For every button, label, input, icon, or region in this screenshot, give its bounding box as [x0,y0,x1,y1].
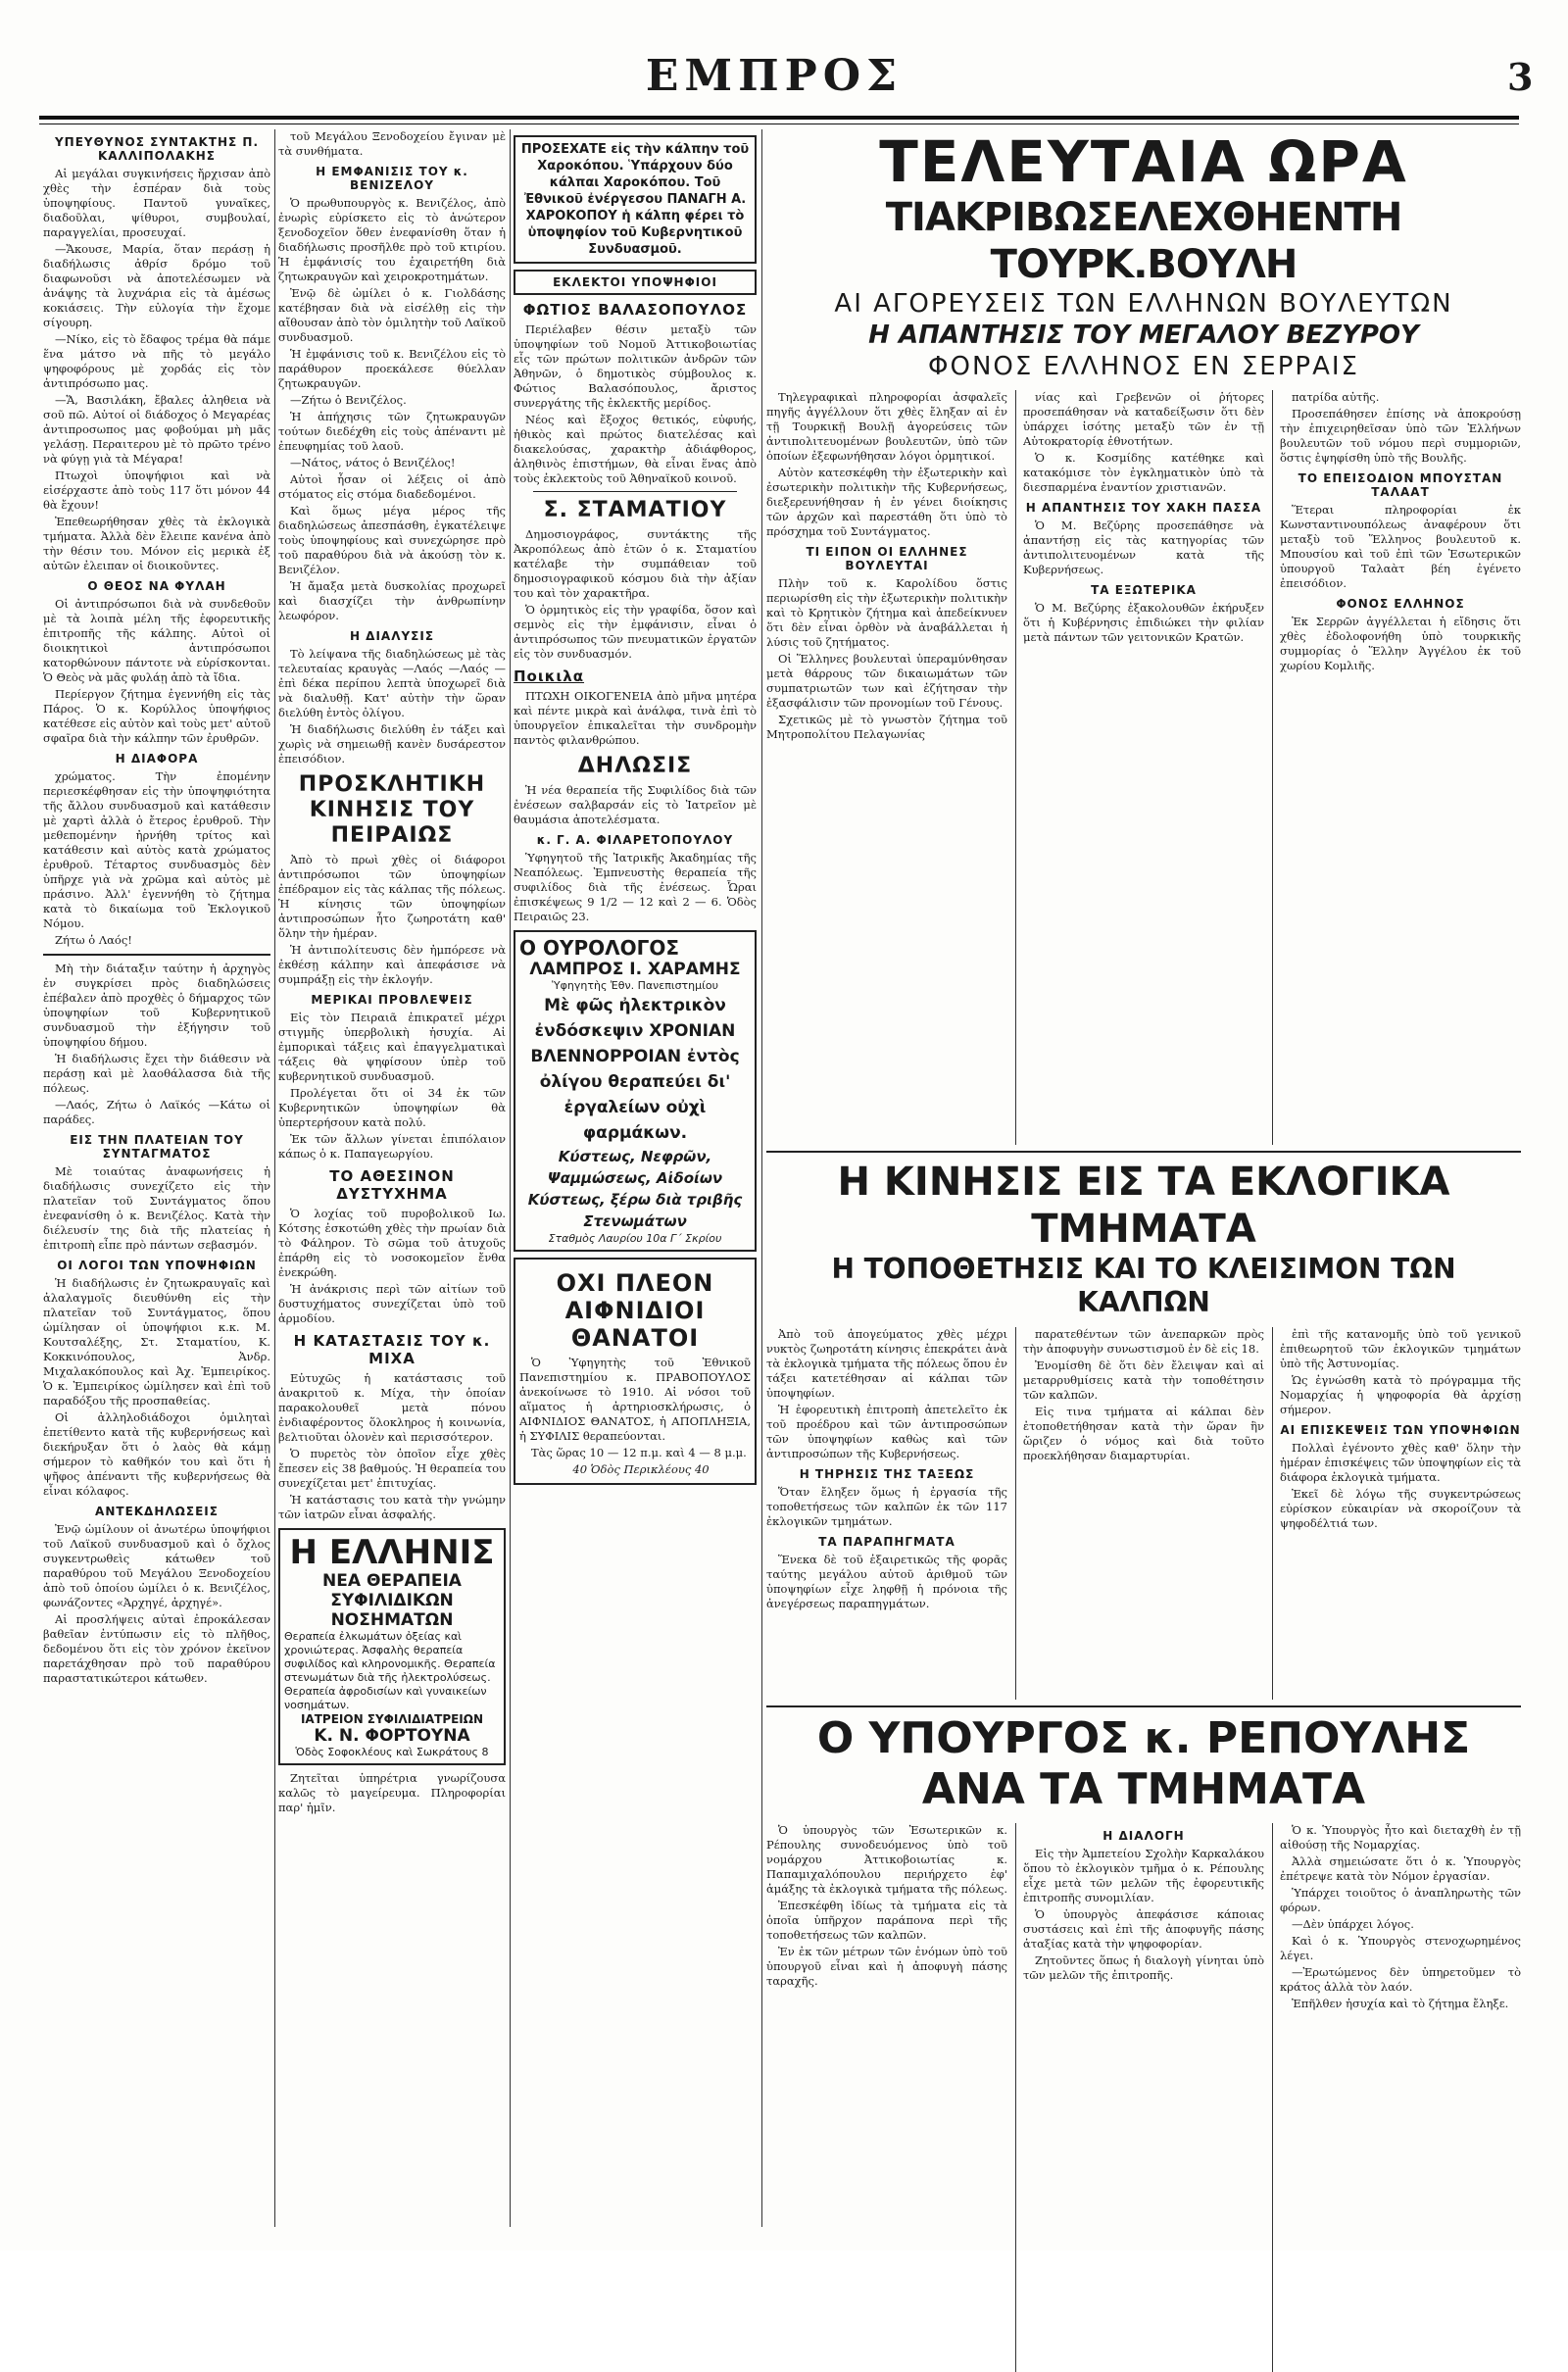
paragraph: —Δὲν ὑπάρχει λόγος. [1292,1917,1414,1931]
paragraph: Αὐτὸν κατεσκέφθη τὴν ἐξωτερικὴν καὶ ἐσωτερικὴν πολιτικὴν τῆς Κυβερνήσεως, διεξερευνήθησαν ἡ ἐν γένει διοίκησις τῶν ἀρχῶν καὶ παρεστάθη ὅτι ὑπὸ τὸ πρόσχημα τοῦ Συντάγματος. [766,466,1007,538]
article-column [1023,1327,1264,1700]
article-column [766,1327,1007,1700]
paragraph: Εἰς τὴν Ἀμπετείου Σχολὴν Καρκαλάκου ὅπου τὸ ἐκλογικὸν τμῆμα ὁ κ. Ρέπουλης εἶχε μετὰ τῶν μελῶν τῆς ἐφορευτικῆς ἐπιτροπῆς συνομιλίαν. [1023,1847,1264,1904]
paragraph: Ἡ κατάστασις του κατὰ τὴν γνώμην τῶν ἰατρῶν εἶναι ἀσφαλής. [278,1493,506,1521]
paragraph: Τὸ λείψανα τῆς διαδηλώσεως μὲ τὰς τελευταίας κραυγὰς —Λαός —Λαός —ἐπὶ δέκα περίπου λεπτὰ ὑποχωρεῖ διὰ νὰ διαλυθῇ. Κατ' αὐτὴν τὴν ὥραν διελύθη ἐντὸς ὀλίγου. [278,647,506,719]
paragraph: Ἀλλὰ σημειώσατε ὅτι ὁ κ. Ὑπουργὸς ἐπέτρεψε κατὰ τὸν Νόμον ἐργασίαν. [1280,1854,1521,1883]
paragraph: Μὴ τὴν διάταξιν ταύτην ἡ ἀρχηγὸς ἐν συγκρίσει πρὸς διαδηλώσεις ἐπέβαλεν ἀπὸ προχθὲς ὁ δήμαρχος τῶν ὑποψηφίων τοῦ Κυβερνητικοῦ συνδυασμοῦ τὴν ἐξήγησιν τοῦ ὑποψηφίου δήμου. [43,962,270,1049]
newspaper-title: ΕΜΠΡΟΣ [645,51,904,101]
paragraph: Οἱ ἀλληλοδιάδοχοι ὁμιληταὶ ἐπετίθεντο κατὰ τῆς κυβερνήσεως καὶ διεκήρυξαν ὅτι ὁ λαὸς θὰ κάμῃ σήμερον τὸ καθῆκόν του καὶ ὅτι ἡ ψῆφος ἀπέναντι τῆς κυβερνήσεως θὰ εἶναι κόλαφος. [43,1410,270,1498]
ad-text: Θεραπεία ἐλκωμάτων ὀξείας καὶ χρονιώτερας. Ἀσφαλὴς θεραπεία συφιλίδος καὶ κληρονομικῆς. Θεραπεία στενωμάτων διὰ τῆς ἠλεκτρολύσεως. Θεραπεία ἀφροδισίων καὶ γυναικείων νοσημάτων. [284,1630,496,1711]
subheadline-ballot-boxes: Η ΤΟΠΟΘΕΤΗΣΙΣ ΚΑΙ ΤΟ ΚΛΕΙΣΙΜΟΝ ΤΩΝ ΚΑΛΠΩΝ [831,1253,1456,1318]
paragraph: χρώματος. Τὴν ἐπομένην περιεσκέφθησαν εἰς τὴν ὑποψηφιότητα τῆς ἄλλου συνδυασμοῦ καὶ κατάθεσιν μὲ χαρτὶ ἀλλὰ ὁ ἔτερος ἐρυθροῦ. Τὴν μεθεπομένην ἠρνήθη τρίτος καὶ κατάθεσιν καὶ αὐτὸς κατὰ χρώματος ἐρυθροῦ. Τέταρτος συνδυασμὸς δὲν ὑπῆρχε γιὰ νὰ χρῶμα καὶ αὐτὸς μὲ πράσινο. Ἀλλ' ἐγεννήθη τὸ ζήτημα κατὰ τὸ δικαίωμα τοῦ Ἐκλογικοῦ Νόμου. [43,769,270,930]
paragraph: Ὑπάρχει τοιοῦτος ὁ ἀναπληρωτὴς τῶν φόρων. [1280,1886,1521,1914]
paragraph: Εὐτυχῶς ἡ κατάστασις τοῦ ἀνακριτοῦ κ. Μίχα, τὴν ὁποίαν παρακολουθεῖ μετὰ πόνου ἐνδιαφέροντος ὅλοκληρος ἡ κοινωνία, βελτιοῦται ὁλονὲν καὶ περισσότερον. [278,1371,506,1444]
ad-text: Κύστεως, Νεφρῶν, Ψαμμώσεως, Αἰδοίων Κύστεως, ξέρω διὰ τριβῆς Στενωμάτων [527,1148,743,1230]
paragraph: —Ζήτω ὁ Βενιζέλος. [290,393,407,407]
column-divider [1272,390,1273,1145]
paragraph: Ὁ πρωθυπουργὸς κ. Βενιζέλος, ἀπὸ ἐνωρὶς εὑρίσκετο εἰς τὸ ἀνώτερον ξενοδοχεῖον ὅθεν ἐνεφανίσθη ὅταν ἡ διαδήλωσις προσῆλθε πρὸ τοῦ κτιρίου. Ἡ ἐμφάνισίς του ἐχαιρετήθη διὰ ζητωκραυγῶν καὶ χειροκροτημάτων. [278,196,506,283]
section-heading: Η ΔΙΑΛΟΓΗ [1102,1829,1185,1843]
paragraph: Ἐνῷ ὡμίλουν οἱ ἀνωτέρω ὑποψήφιοι τοῦ Λαϊκοῦ συνδυασμοῦ καὶ ὁ ὄχλος συγκεντρωθεὶς κάτωθεν τοῦ παραθύρου τοῦ Μεγάλου Ξενοδοχείου ἀπὸ τοῦ ὁποίου ὡμίλει ὁ κ. Βενιζέλος, φωνάζοντες «Ἀρχηγέ, ἀρχηγέ». [43,1522,270,1609]
paragraph: Ἡ ἄμαξα μετὰ δυσκολίας προχωρεῖ καὶ διασχίζει τὴν ἀνθρωπίνην λεωφόρον. [278,579,506,622]
ad-doctor: Κ. Ν. ΦΟΡΤΟΥΝΑ [314,1726,470,1746]
paragraph: ΠΤΩΧΗ ΟΙΚΟΓΕΝΕΙΑ ἀπὸ μῆνα μητέρα καὶ πέντε μικρὰ καὶ ἀνάλφα, τινὰ ἐπὶ τὸ ὑπουργεῖον ἐπικαλεῖται τὴν συνδρομὴν παντὸς φιλανθρώπου. [514,689,757,747]
editor-heading: ΥΠΕΥΘΥΝΟΣ ΣΥΝΤΑΚΤΗΣ Π. ΚΑΛΛΙΠΟΛΑΚΗΣ [54,135,260,163]
paragraph: —Ἐρωτώμενος δὲν ὑπηρετοῦμεν τὸ κράτος ἀλλὰ τὸν λαόν. [1280,1965,1521,1994]
paragraph: —Νάτος, νάτος ὁ Βενιζέλος! [290,456,456,469]
paragraph: Νέος καὶ ἔξοχος θετικός, εὐφυής, ἠθικὸς καὶ πρώτος διατελέσας καὶ διακελούσας, χαρακτὴρ ἀδιάφθορος, ἀληθινὸς ἐπιστήμων, θὰ εἶναι ἕνας ἀπὸ τοὺς ἐκλεκτοὺς τοῦ Ἀθηναϊκοῦ κοινοῦ. [514,413,757,485]
candidate-name: ΦΩΤΙΟΣ ΒΑΛΑΣΟΠΟΥΛΟΣ [522,301,748,319]
section-heading: Ο ΘΕΟΣ ΝΑ ΦΥΛΑΗ [87,579,226,593]
paragraph: Ὑφηγητοῦ τῆς Ἰατρικῆς Ἀκαδημίας τῆς Νεαπόλεως. Ἐμπνευστὴς θεραπεία τῆς συφιλίδος διὰ τῆς ἐνέσεως. Ὧραι ἐπισκέψεως 9 1/2 — 12 καὶ 2 — 6. Ὁδὸς Πειραιῶς 23. [514,851,757,923]
masthead-rule [39,116,1519,120]
section-heading-large: ΔΗΛΩΣΙΣ [577,754,693,778]
paragraph: Μὲ τοιαύτας ἀναφωνήσεις ἡ διαδήλωσις συνεχίζετο εἰς τὴν πλατεῖαν τοῦ Συντάγματος ὅπου ἐνεφανίσθη ὁ κ. Βενιζέλος. Κατὰ τὴν διέλευσίν της διὰ τῆς πλατείας ἡ ἐπιτροπὴ εἶπε πρὸ πάντων σεβασμόν. [43,1164,270,1252]
article-column [1023,1823,1264,2372]
subheadline: ΦΟΝΟΣ ΕΛΛΗΝΟΣ ΕΝ ΣΕΡΡΑΙΣ [928,352,1359,381]
article-column [1023,390,1264,1145]
paragraph: Ἐκ Σερρῶν ἀγγέλλεται ἡ εἴδησις ὅτι χθὲς ἐδολοφονήθη ὑπὸ τουρκικῆς συμμορίας ὁ Ἕλλην Ἀγγέλου ἐκ τοῦ χωρίου Κομλιῆς. [1280,615,1521,672]
paragraph: Εἰς τινα τμήματα αἱ κάλπαι δὲν ἐτοποθετήθησαν κατὰ τὴν ὥραν ἣν ὥριζεν ὁ νόμος καὶ διὰ τοῦτο προεκλήθησαν διαμαρτυρίαι. [1023,1405,1264,1462]
doctor-name: κ. Γ. Α. ΦΙΛΑΡΕΤΟΠΟΥΛΟΥ [536,833,734,847]
paragraph: Αὐτοὶ ἦσαν οἱ λέξεις οἱ ἀπὸ στόματος εἰς στόμα διαδεδομένοι. [278,472,506,501]
ad-doctor: ΛΑΜΠΡΟΣ Ι. ΧΑΡΑΜΗΣ [529,960,741,979]
section-heading: ΤΟ ΕΠΕΙΣΟΔΙΟΝ ΜΠΟΥΣΤΑΝ ΤΑΛΑΑΤ [1298,471,1503,499]
section-heading: Η ΤΗΡΗΣΙΣ ΤΗΣ ΤΑΞΕΩΣ [799,1467,975,1481]
advertisement-urologist [514,930,757,1252]
divider [766,1151,1521,1153]
advertisement-sudden-death [514,1258,757,1485]
section-heading: ΕΚΛΕΚΤΟΙ ΥΠΟΨΗΦΙΟΙ [514,270,757,295]
paragraph: Ὁ πυρετὸς τὸν ὁποῖον εἶχε χθὲς ἔπεσεν εἰς 38 βαθμούς. Ἡ θεραπεία του συνεχίζεται μετ' ἐπιτυχίας. [278,1447,506,1490]
article-columns [766,390,1521,1145]
paragraph: Σχετικῶς μὲ τὸ γνωστὸν ζήτημα τοῦ Μητροπολίτου Πελαγωνίας [766,713,1007,741]
section-heading: ΜΕΡΙΚΑΙ ΠΡΟΒΛΕΨΕΙΣ [311,993,473,1007]
article-columns [766,1327,1521,1700]
paragraph: Ἕτεραι πληροφορίαι ἐκ Κωνσταντινουπόλεως ἀναφέρουν ὅτι μεταξὺ τοῦ Ἕλληνος βουλευτοῦ κ. Μπουσίου καὶ τοῦ ἐπὶ τῶν Ἐσωτερικῶν ὑπουργοῦ Ταλαὰτ βέη ἐγένετο ἐπεισόδιον. [1280,503,1521,590]
paragraph: Ὁ Ὑφηγητὴς τοῦ Ἐθνικοῦ Πανεπιστημίου κ. ΠΡΑΒΟΠΟΥΛΟΣ ἀνεκοίνωσε τὸ 1910. Αἱ νόσοι τοῦ αἵματος ἡ ἀρτηριοσκλήρωσις, ὁ ΑΙΦΝΙΔΙΟΣ ΘΑΝΑΤΟΣ, ἡ ΑΠΟΠΛΗΞΙΑ, ἡ ΣΥΦΙΛΙΣ θεραπεύονται. [519,1356,751,1443]
paragraph: Πολλαὶ ἐγένοντο χθὲς καθ' ὅλην τὴν ἡμέραν ἐπισκέψεις τῶν ὑποψηφίων εἰς τὰ διάφορα ἐκλογικὰ τμήματα. [1280,1441,1521,1484]
section-heading: Η ΕΜΦΑΝΙΣΙΣ ΤΟΥ κ. ΒΕΝΙΖΕΛΟΥ [316,165,468,192]
paragraph: Ἡ ἐφορευτικὴ ἐπιτροπὴ ἀπετελεῖτο ἐκ τοῦ προέδρου καὶ τῶν ἀντιπροσώπων τῶν ὑποψηφίων καθὼς καὶ τῶν ἀντιπροσώπων τῆς Κυβερνήσεως. [766,1403,1007,1460]
paragraph: Ἐπῆλθεν ἡσυχία καὶ τὸ ζήτημα ἔληξε. [1292,1997,1509,2010]
paragraph: Περίεργον ζήτημα ἐγεννήθη εἰς τὰς Πάρος. Ὁ κ. Κορύλλος ὑποψήφιος κατέθεσε εἰς αὐτὸν καὶ τοὺς μετ' αὐτοῦ σφαῖρα διὰ τὴν κάλπην τῶν ἐρυθρῶν. [43,687,270,745]
notice-box: ΠΡΟΣΕΧΑΤΕ εἰς τὴν κάλπην τοῦ Χαροκόπου. Ὑπάρχουν δύο κάλπαι Χαροκόπου. Τοῦ Ἐθνικοῦ ἐνέργεσου ΠΑΝΑΓΗ Α. ΧΑΡΟΚΟΠΟΥ ἡ κάλπη φέρει τὸ ὑποψηφίον τοῦ Κυβερνητικοῦ Συνδυασμοῦ. [514,135,757,264]
article-column [766,1823,1007,2372]
paragraph: Ἡ ἀντιπολίτευσις δὲν ἠμπόρεσε νὰ ἐκθέσῃ κάλπην καὶ ἀπεφάσισε νὰ συμπράξῃ εἰς τὴν ἐκλογήν. [278,943,506,986]
paragraph: Καὶ ὅμως μέγα μέρος τῆς διαδηλώσεως ἀπεσπάσθη, ἐγκατέλειψε τοὺς ὑποψηφίους καὶ συνεχώρησε πρὸ τοῦ παραθύρου διὰ νὰ ἀκούσῃ τὸν κ. Βενιζέλον. [278,504,506,576]
paragraph: Ὡς ἐγνώσθη κατὰ τὸ πρόγραμμα τῆς Νομαρχίας ἡ ψηφοφορία θὰ ἀρχίσῃ σήμερον. [1280,1373,1521,1416]
column-1 [43,129,270,2227]
section-heading: Η ΚΑΤΑΣΤΑΣΙΣ ΤΟΥ κ. ΜΙΧΑ [293,1332,491,1367]
section-heading: ΤΑ ΠΑΡΑΠΗΓΜΑΤΑ [818,1535,956,1549]
paragraph: Ὁ κ. Ὑπουργὸς ἦτο καὶ διεταχθὴ ἐν τῇ αἰθούσῃ τῆς Νομαρχίας. [1280,1823,1521,1852]
paragraph: Οἱ Ἕλληνες βουλευταὶ ὑπεραμύνθησαν μετὰ θάρρους τῶν δικαιωμάτων τῶν συμπατριωτῶν των καὶ ἐζήτησαν τὴν ἐξασφάλισιν τῶν προνομίων τοῦ Γένους. [766,652,1007,710]
section-heading: ΟΙ ΛΟΓΟΙ ΤΩΝ ΥΠΟΨΗΦΙΩΝ [57,1259,257,1272]
paragraph: Ἐνῷ δὲ ὡμίλει ὁ κ. Γιολδάσης κατέβησαν διὰ νὰ εἰσέλθῃ εἰς τὴν αἴθουσαν ἀπὸ τὸν ὁμιλητὴν τοῦ Λαϊκοῦ συνδυασμοῦ. [278,286,506,344]
paragraph: ἐπὶ τῆς κατανομῆς ὑπὸ τοῦ γενικοῦ ἐπιθεωρητοῦ τῶν ἐκλογικῶν τμημάτων ὑπὸ τῆς Ἀστυνομίας. [1280,1327,1521,1370]
paragraph: Δημοσιογράφος, συντάκτης τῆς Ἀκροπόλεως ἀπὸ ἐτῶν ὁ κ. Σταματίου κατέλαβε τὴν συμπάθειαν τοῦ δημοσιογραφικοῦ κόσμου διὰ τὴν ἀξίαν του καὶ τὸν χαρακτῆρα. [514,527,757,600]
paragraph: Καὶ ὁ κ. Ὑπουργὸς στενοχωρημένος λέγει. [1280,1934,1521,1962]
paragraph: νίας καὶ Γρεβενῶν οἱ ῥήτορες προσεπάθησαν νὰ καταδείξωσιν ὅτι δὲν ὑπάρχει ἰσότης μεταξὺ τῶν ἐν τῇ Αὐτοκρατορίᾳ ἐθνοτήτων. [1023,390,1264,448]
paragraph: Ὁ ὑπουργὸς τῶν Ἐσωτερικῶν κ. Ρέπουλης συνοδευόμενος ὑπὸ τοῦ νομάρχου Ἀττικοβοιωτίας κ. Παπαμιχαλόπουλου περιήρχετο ἐφ' ἁμάξης τὰ ἐκλογικὰ τμήματα τῆς πόλεως. [766,1823,1007,1896]
subheadline: ΑΙ ΑΓΟΡΕΥΣΕΙΣ ΤΩΝ ΕΛΛΗΝΩΝ ΒΟΥΛΕΥΤΩΝ [834,289,1453,319]
section-heading: ΤΟ ΑΘΕΣΙΝΟΝ ΔΥΣΤΥΧΗΜΑ [329,1167,455,1203]
paragraph: Ἐπεθεωρήθησαν χθὲς τὰ ἐκλογικὰ τμήματα. Ἀλλὰ δὲν ἔλειπε κανένα ἀπὸ τὴν θέσιν του. Μόνον εἰς μερικὰ ἐξ αὐτῶν ἐλειπαν οἱ διοικοῦντες. [43,515,270,572]
paragraph: τοῦ Μεγάλου Ξενοδοχείου ἔγιναν μὲ τὰ συνθήματα. [278,129,506,158]
paragraph: Ἡ ἐμφάνισις τοῦ κ. Βενιζέλου εἰς τὸ παράθυρον προεκάλεσε θύελλαν ζητωκραυγῶν. [278,347,506,390]
ad-address: 40 Ὁδὸς Περικλέους 40 [572,1462,710,1476]
paragraph: Ἡ ἀπήχησις τῶν ζητωκραυγῶν τούτων διεδέχθη εἰς τοὺς ἀπέναντι μὲ ἐπευφημίας τοῦ λαοῦ. [278,410,506,453]
paragraph: Αἱ μεγάλαι συγκινήσεις ἤρχισαν ἀπὸ χθὲς τὴν ἑσπέραν διὰ τοὺς ὑποψηφίους. Παντοῦ γυναῖκες, διαδοῦλαι, ψίθυροι, συμβουλαί, παραγγελίαι, προσευχαί. [43,167,270,239]
divider [533,491,737,492]
ad-title: ΟΧΙ ΠΛΕΟΝ ΑΙΦΝΙΔΙΟΙ ΘΑΝΑΤΟΙ [556,1269,714,1352]
candidate-name: Σ. ΣΤΑΜΑΤΙΟΥ [543,498,727,522]
subheadline: Η ΑΠΑΝΤΗΣΙΣ ΤΟΥ ΜΕΓΑΛΟΥ ΒΕΖΥΡΟΥ [868,321,1419,350]
paragraph: Ἡ διαδήλωσις ἐν ζητωκραυγαῖς καὶ ἀλαλαγμοῖς διευθύνθη εἰς τὴν πλατεῖαν τοῦ Συντάγματος, ὅπου ὡμίλησαν οἱ ὑποψήφιοι κ.κ. Μ. Κουτσαλέξης, Στ. Σταματίου, Κ. Κοκκινόπουλος, Ἀνδρ. Μιχαλακόπουλος καὶ Ἀχ. Ἐμπειρίκος. Ὁ κ. Ἐμπειρίκος ὡμίλησεν καὶ ἐπὶ τοῦ παραδόξου τῆς προσπαθείας. [43,1276,270,1408]
divider [43,954,270,956]
ad-title: Η ΕΛΛΗΝΙΣ [289,1533,495,1572]
paragraph: Ὁ λοχίας τοῦ πυροβολικοῦ Ιω. Κότσης ἐσκοτώθη χθὲς τὴν πρωίαν διὰ τὸ Φάληρον. Τὸ σῶμα τοῦ ἀτυχοῦς ἐπάρθη εἰς τὸ νοσοκομεῖον ἔνθα ἐνεκρώθη. [278,1207,506,1279]
paragraph: Ἐν ἐκ τῶν μέτρων τῶν ἐνόμων ὑπὸ τοῦ ὑπουργοῦ εἶναι καὶ ἡ ἀποφυγὴ πάσης ταραχῆς. [766,1945,1007,1988]
paragraph: Ἐπεσκέφθη ἰδίως τὰ τμήματα εἰς τὰ ὁποῖα ὑπῆρχον παράπονα περὶ τῆς τοποθετήσεως τῶν καλπῶν. [766,1899,1007,1942]
paragraph: Προσεπάθησεν ἐπίσης νὰ ἀποκρούσῃ τὴν ἐπιχειρηθεῖσαν ὑπὸ τῶν Ἑλλήνων βουλευτῶν τοῦ νόμου περὶ συμμοριῶν, ὅστις ἐψηφίσθη ὑπὸ τῆς Βουλῆς. [1280,407,1521,465]
paragraph: Ἐκεῖ δὲ λόγω τῆς συγκεντρώσεως εὑρίσκον εὐκαιρίαν νὰ σκοροίζουν τὰ ψηφοδέλτιά των. [1280,1487,1521,1530]
section-heading: Ποικιλα [514,667,585,685]
headline-turkish-parliament: ΤΙΑΚΡΙΒΩΣΕΛΕΧΘΗΕΝΤΗ ΤΟΥΡΚ.ΒΟΥΛΗ [885,195,1402,287]
section-heading: ΕΙΣ ΤΗΝ ΠΛΑΤΕΙΑΝ ΤΟΥ ΣΥΝΤΑΓΜΑΤΟΣ [70,1133,244,1161]
section-heading: ΤΑ ΕΞΩΤΕΡΙΚΑ [1091,583,1197,597]
section-heading: Η ΔΙΑΛΥΣΙΣ [349,629,435,643]
column-divider [761,129,762,2227]
paragraph: Εἰς τὸν Πειραιᾶ ἐπικρατεῖ μέχρι στιγμῆς ὑπερβολικὴ ἡσυχία. Αἱ ἐμπορικαὶ τάξεις καὶ ἐπαγγελματικαὶ τάξεις θὰ ψηφίσουν ὑπὲρ τοῦ κυβερνητικοῦ συνδυασμοῦ. [278,1011,506,1083]
headline-last-hour: ΤΕΛΕΥΤΑΙΑ ΩΡΑ [879,128,1408,195]
paragraph: Ἀπὸ τοῦ ἀπογεύματος χθὲς μέχρι νυκτὸς ζωηροτάτη κίνησις ἐπεκράτει ἀνὰ τὰ ἐκλογικὰ τμήματα τῆς πόλεως ὅπου ἐν τάξει κατετέθησαν αἱ κάλπαι τῶν ὑποψηφίων. [766,1327,1007,1400]
section-heading: ΑΝΤΕΚΔΗΛΩΣΕΙΣ [95,1505,219,1518]
column-divider [1272,1327,1273,1700]
section-heading: ΑΙ ΕΠΙΣΚΕΨΕΙΣ ΤΩΝ ΥΠΟΨΗΦΙΩΝ [1280,1423,1521,1437]
paragraph: Ἀπὸ τὸ πρωὶ χθὲς οἱ διάφοροι ἀντιπρόσωποι τῶν ὑποψηφίων ἐπέδραμον εἰς τὰς κάλπας τῆς πόλεως. Ἡ κίνησις τῶν ὑποψηφίων ἀντιπροσώπων ἦτο ζωηροτάτη καθ' ὅλην τὴν ἡμέραν. [278,853,506,940]
column-divider [1015,1823,1016,2372]
paragraph: Ζήτω ὁ Λαός! [55,933,132,947]
ad-address: Ὁδὸς Σοφοκλέους καὶ Σωκράτους 8 [295,1746,489,1758]
paragraph: Ὁ Μ. Βεζύρης ἐξακολουθῶν ἐκήρυξεν ὅτι ἡ Κυβέρνησις ἐπιδιώκει τὴν φιλίαν μετὰ πάντων τῶν γειτονικῶν Κρατῶν. [1023,601,1264,644]
paragraph: Τηλεγραφικαὶ πληροφορίαι ἀσφαλεῖς πηγῆς ἀγγέλλουν ὅτι χθὲς ἔληξαν αἱ ἐν τῇ Τουρκικῇ Βουλῇ ἀγορεύσεις τῶν ἀντιπολιτευομένων βουλευτῶν, ὑπὸ τῶν ὁποίων ἐξεφωνήθησαν λόγοι ὁρμητικοί. [766,390,1007,463]
paragraph: —Λαός, Ζήτω ὁ Λαϊκός —Κάτω οἱ παράδες. [43,1098,270,1126]
paragraph: —Ἄκουσε, Μαρία, ὅταν περάσῃ ἡ διαδήλωσις ἀθρίσ δρόμο τοῦ διαφωνοῦσι νὰ ἀποτελέσωμεν νὰ ἀνάψης τὰ λυχνάρια εἰς τὰ ἀμέσως κοκιάσεις. Τὴν εὐλογία τὴν ἔχομε σίγουρη. [43,242,270,329]
paragraph: Ἐνομίσθη δὲ ὅτι δὲν ἔλειψαν καὶ αἱ μεταρρυθμίσεις κατὰ τὴν τοποθέτησιν τῶν καλπῶν. [1023,1359,1264,1402]
ad-subtitle: Ὑφηγητὴς Ἐθν. Πανεπιστημίου [552,979,718,992]
article-column [1280,1823,1521,2372]
paragraph: Ἐκ τῶν ἄλλων γίνεται ἐπιπόλαιον κάπως ὁ κ. Παπαγεωργίου. [278,1132,506,1161]
paragraph: Ἡ διαδήλωσις ἔχει τὴν διάθεσιν νὰ περάσῃ καὶ μὲ λαοθάλασσα διὰ τῆς πόλεως. [43,1052,270,1095]
section-heading: ΦΟΝΟΣ ΕΛΛΗΝΟΣ [1336,597,1465,611]
ad-clinic-name: ΙΑΤΡΕΙΟΝ ΣΥΦΙΛΙΔΙΑΤΡΕΙΩΝ [300,1712,484,1726]
section-heading-large: ΠΡΟΣΚΛΗΤΙΚΗ ΚΙΝΗΣΙΣ ΤΟΥ ΠΕΙΡΑΙΩΣ [298,772,486,848]
column-divider [510,129,511,2227]
paragraph: Ὁ ὑπουργὸς ἀπεφάσισε κάποιας συστάσεις καὶ ἐπὶ τῆς ἀποφυγῆς πάσης ἀταξίας κατὰ τὴν ψηφοφορίαν. [1023,1907,1264,1951]
ad-title: Ο ΟΥΡΟΛΟΓΟΣ [519,936,679,960]
column-2 [278,129,506,2227]
paragraph: Ἡ νέα θεραπεία τῆς Συφιλίδος διὰ τῶν ἐνέσεων σαλβαρσάν εἰς τὸ Ἰατρεῖον μὲ θαυμάσια ἀποτελέσματα. [514,783,757,826]
article-column [1280,1327,1521,1700]
ad-text: Μὲ φῶς ἠλεκτρικὸν ἐνδόσκεψιν ΧΡΟΝΙΑΝ ΒΛΕΝΝΟΡΡΟΙΑΝ ἐντὸς ὀλίγου θεραπεύει δι' ἐργαλείων οὐχὶ φαρμάκων. [530,996,740,1143]
ad-subtitle: ΝΕΑ ΘΕΡΑΠΕΙΑ ΣΥΦΙΛΙΔΙΚΩΝ ΝΟΣΗΜΑΤΩΝ [322,1571,462,1630]
paragraph: πατρίδα αὐτῆς. [1292,390,1380,404]
paragraph: Ἡ ἀνάκρισις περὶ τῶν αἰτίων τοῦ δυστυχήματος συνεχίζεται ὑπὸ τοῦ ἀρμοδίου. [278,1282,506,1325]
column-divider [1015,1327,1016,1700]
page-number: 3 [1507,55,1534,99]
paragraph: Προλέγεται ὅτι οἱ 34 ἐκ τῶν Κυβερνητικῶν ὑποψηφίων θὰ ὑπερτερήσουν κατὰ πολύ. [278,1086,506,1129]
article-columns [766,1823,1521,2372]
ad-address: Σταθμὸς Λαυρίου 10α Γ΄ Σκρίου [548,1232,722,1245]
paragraph: παρατεθέντων τῶν ἀνεπαρκῶν πρὸς τὴν ἀποφυγὴν συνωστισμοῦ ἐν δὲ εἰς 18. [1023,1327,1264,1356]
paragraph: Ὁ ὁρμητικὸς εἰς τὴν γραφίδα, ὅσον καὶ σεμνὸς εἰς τὴν ἐμφάνισιν, εἶναι ὁ ἀντιπρόσωπος τῶν πνευματικῶν ἐργατῶν εἰς τὸν συνδυασμόν. [514,603,757,661]
paragraph: Πλὴν τοῦ κ. Καρολίδου ὅστις περιωρίσθη εἰς τὴν ἐξωτερικὴν πολιτικὴν καὶ τὸ Κρητικὸν ζήτημα καὶ ἀπεδείκνυεν ὅτι δὲν εἶναι ὀρθὸν νὰ ἀναβάλλεται ἡ λύσις τοῦ ζητήματος. [766,576,1007,649]
paragraph: Αἱ προσλήψεις αὐταὶ ἐπροκάλεσαν βαθεῖαν ἐντύπωσιν εἰς τὸ πλῆθος, δεδομένου ὅτι εἰς τὸν χρόνον ἐκεῖνον παρετάχθησαν πρὸ τοῦ παραθύρου παραστατικώτεροι κάτωθεν. [43,1612,270,1685]
paragraph: Ὅταν ἔληξεν ὅμως ἡ ἐργασία τῆς τοποθετήσεως τῶν καλπῶν ἐκ τῶν 117 ἐκλογικῶν τμημάτων. [766,1485,1007,1528]
article-column [1280,390,1521,1145]
paragraph: Οἱ ἀντιπρόσωποι διὰ νὰ συνδεθοῦν μὲ τὰ λοιπὰ μέλη τῆς ἐφορευτικῆς ἐπιτροπῆς τῆς κάλπης. Αὐτοὶ οἱ διοικητικοὶ ἀντιπρόσωποι κατορθώνουν πάντοτε νὰ εὑρίσκονται. Ὁ Θεὸς νὰ μᾶς φυλάῃ ἀπὸ τὰ ἴδια. [43,597,270,684]
masthead [39,47,1534,141]
column-3 [514,129,757,2227]
headline-electoral-sections: Η ΚΙΝΗΣΙΣ ΕΙΣ ΤΑ ΕΚΛΟΓΙΚΑ ΤΜΗΜΑΤΑ [837,1160,1450,1252]
divider [766,1705,1521,1707]
paragraph: Ἡ διαδήλωσις διελύθη ἐν τάξει καὶ χωρὶς νὰ σημειωθῇ κανὲν δυσάρεστον ἐπεισόδιον. [278,722,506,766]
headline-minister-repoulis: Ο ΥΠΟΥΡΓΟΣ κ. ΡΕΠΟΥΛΗΣ ΑΝΑ ΤΑ ΤΜΗΜΑΤΑ [816,1713,1471,1814]
advertisement-ellinis [278,1528,506,1765]
paragraph: —Ἅ, Βασιλάκη, ἔβαλες ἀληθεια νὰ σοῦ πῶ. Αὐτοί οἱ διάδοχος ὁ Μεγαρέας ἀντιπροσωπος μας φοβούμαι μὴ μᾶς γελάσῃ. Περαιτερου μὲ τὸ πρῶτο τρένο νὰ φύγῃ γιὰ τὰ Μέγαρα! [43,393,270,466]
section-heading: Η ΑΠΑΝΤΗΣΙΣ ΤΟΥ ΧΑΚΗ ΠΑΣΣΑ [1025,501,1262,515]
article-column [766,390,1007,1145]
paragraph: —Νίκο, εἰς τὸ ἔδαφος τρέμα θὰ πάμε ἕνα μάτσο νὰ πῆς τὸ μεγάλο ψηφοφόρους μὲ χορδάς εἰς τὸν ἀντιπρόσωπο μας. [43,332,270,390]
paragraph: Ὁ Μ. Βεζύρης προσεπάθησε νὰ ἀπαντήσῃ εἰς τὰς κατηγορίας τῶν ἀντιπολιτευομένων κατὰ τῆς Κυβερνήσεως. [1023,519,1264,576]
paragraph: Ζητεῖται ὑπηρέτρια γνωρίζουσα καλῶς τὸ μαγείρευμα. Πληροφορίαι παρ' ἡμῖν. [278,1771,506,1814]
paragraph: Ζητοῦντες ὅπως ἡ διαλογὴ γίνηται ὑπὸ τῶν μελῶν τῆς ἐπιτροπῆς. [1023,1953,1264,1982]
paragraph: Τὰς ὥρας 10 — 12 π.μ. καὶ 4 — 8 μ.μ. [531,1446,747,1459]
paragraph: Ἕνεκα δὲ τοῦ ἐξαιρετικῶς τῆς φορᾶς ταύτης μεγάλου αὐτοῦ ἀριθμοῦ τῶν ὑποψηφίων εἶχε ληφθῇ ἡ πρόνοια τῆς ἀνεγέρσεως παραπηγμάτων. [766,1553,1007,1610]
section-heading: Η ΔΙΑΦΟΡΑ [115,752,199,766]
paragraph: Ὁ κ. Κοσμίδης κατέθηκε καὶ κατακόμισε τὸν ἐγκληματικὸν ὑπὸ τὰ διεσπαρμένα ἐναντίον χριστιανῶν. [1023,451,1264,494]
right-section [766,129,1521,2372]
column-divider [274,129,275,2227]
paragraph: Περιέλαβεν θέσιν μεταξὺ τῶν ὑποψηφίων τοῦ Νομοῦ Ἀττικοβοιωτίας εἷς τῶν πρώτων πολιτικῶν ἀνδρῶν τῶν Ἀθηνῶν, ὁ δημοτικὸς σύμβουλος κ. Φώτιος Βαλασόπουλος, ἄριστος συνεργάτης τῆς ἐκλεκτῆς μερίδος. [514,322,757,410]
section-heading: ΤΙ ΕΙΠΟΝ ΟΙ ΕΛΛΗΝΕΣ ΒΟΥΛΕΥΤΑΙ [806,545,968,572]
column-divider [1272,1823,1273,2372]
column-divider [1015,390,1016,1145]
paragraph: Πτωχοὶ ὑποψήφιοι καὶ νὰ εἰσέρχαστε ἀπὸ τοὺς 117 ὅτι μόνον 44 θὰ ἔχουν! [43,469,270,512]
